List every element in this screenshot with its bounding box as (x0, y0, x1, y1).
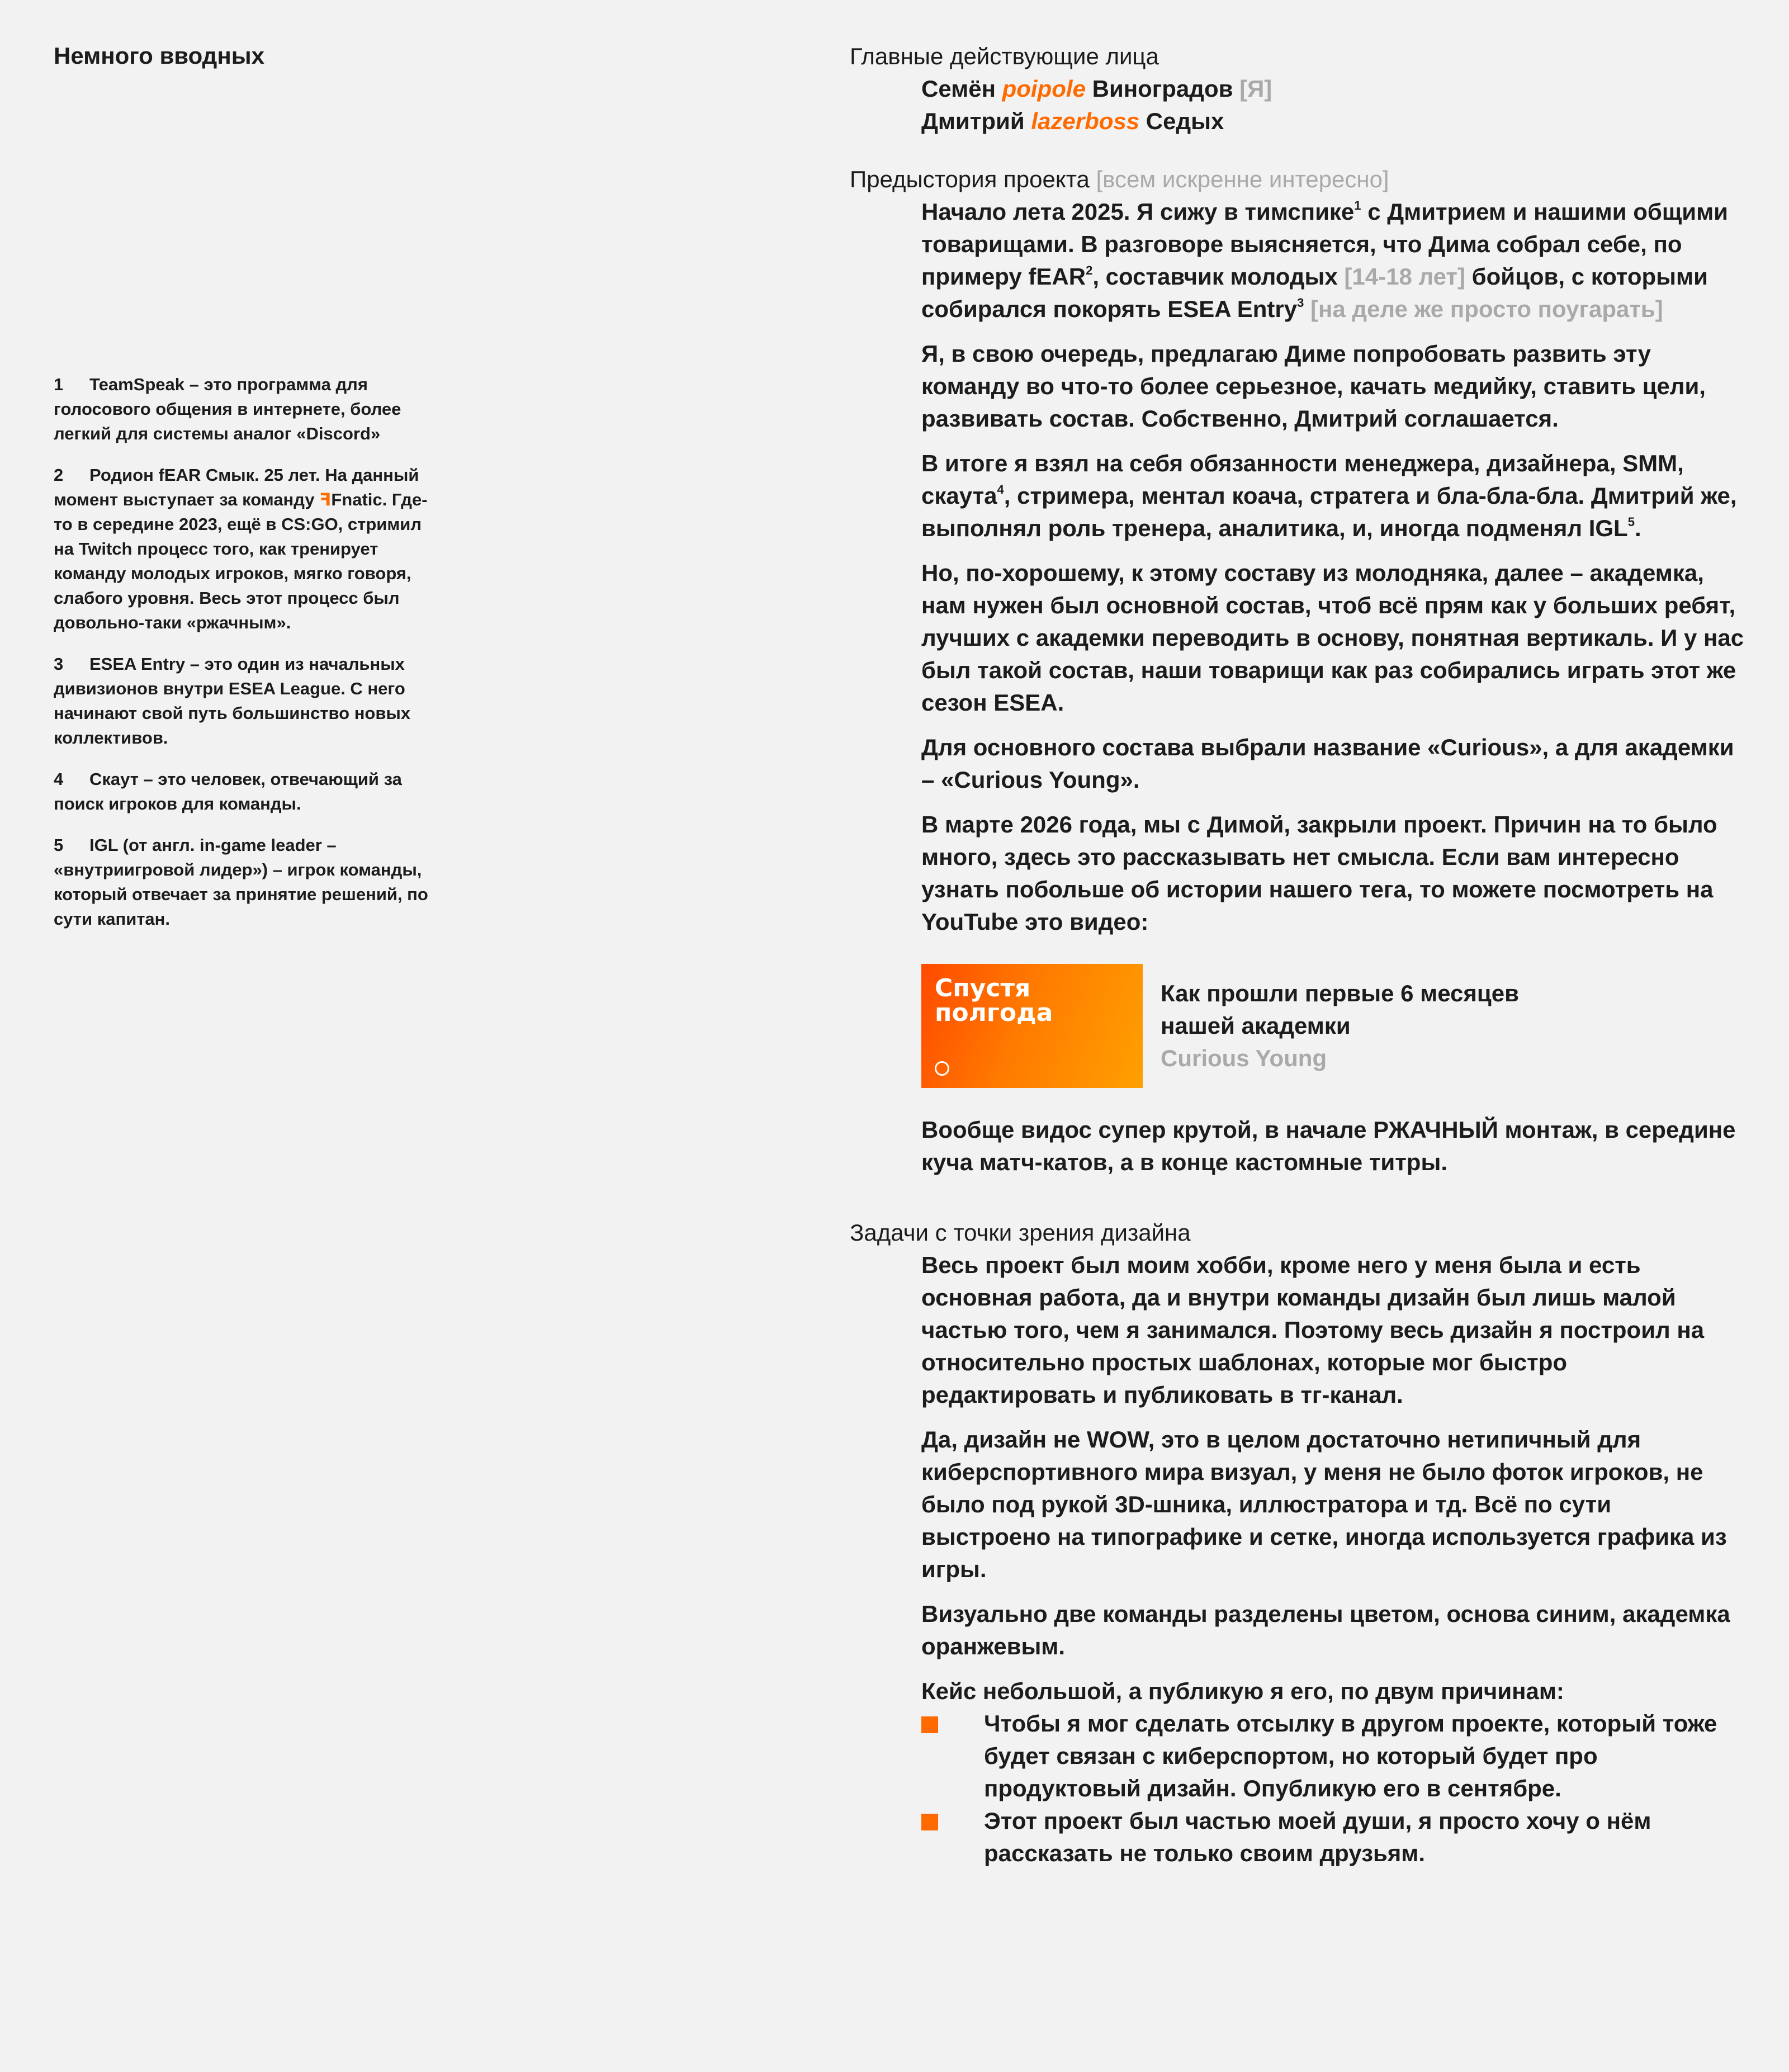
video-info (1161, 964, 1519, 1088)
footnote-ref-3[interactable]: 3 (1297, 296, 1304, 310)
footnote-2: 2 Родион fEAR Смык. 25 лет. На данный момент выступает за команду ꟻFnatic. Где-то в середине 2023, ещё в CS:GO, стримил на Twitch процесс того, как тренирует команду молодых игроков, мягко говоря, слабого уровня. Весь этот процесс был довольно-таки «ржачным». (54, 465, 428, 632)
design-paragraph-3: Визуально две команды разделены цветом, основа синим, академка оранжевым. (921, 1601, 1730, 1659)
history-paragraph-5: Для основного состава выбрали название «Curious», а для академки – «Curious Young». (921, 734, 1734, 793)
characters-heading: Главные действующие лица (850, 43, 1159, 69)
footnote-3: 3 ESEA Entry – это один из начальных дивизионов внутри ESEA League. С него начинают свой путь большинство новых коллективов. (54, 654, 411, 748)
character-1: Семён poipole Виноградов [Я] (921, 75, 1272, 102)
design-body (921, 1249, 1744, 1870)
video-thumbnail[interactable]: Спустя полгода (921, 964, 1143, 1088)
design-paragraph-4: Кейс небольшой, а публикую я его, по двум причинам: (921, 1678, 1564, 1704)
list-item: Чтобы я мог сделать отсылку в другом проекте, который тоже будет связан с киберспортом, но который будет про продуктовый дизайн. Опубликую его в сентябре. (921, 1707, 1744, 1805)
fnatic-logo-icon: ꟻ (319, 490, 332, 509)
history-paragraph-6: В марте 2026 года, мы с Димой, закрыли проект. Причин на то было много, здесь это рассказывать нет смысла. Если вам интересно узнать побольше об истории нашего тега, то можете посмотреть на YouTube это видео: (921, 811, 1717, 935)
footnote-ref-4[interactable]: 4 (997, 482, 1004, 496)
video-title[interactable]: Как прошли первые 6 месяцев нашей академки (1161, 980, 1519, 1039)
design-paragraph-2: Да, дизайн не WOW, это в целом достаточно нетипичный для киберспортивного мира визуал, у меня не было фоток игроков, не было под рукой 3D-шника, иллюстратора и тд. Всё по сути выстроено на типографике и сетке, иногда используется графика из игры. (921, 1426, 1727, 1582)
team-logo-icon (935, 1061, 949, 1076)
footnote-4: 4 Скаут – это человек, отвечающий за поиск игроков для команды. (54, 769, 402, 813)
main-content (850, 40, 1744, 1870)
history-paragraph-7: Вообще видос супер крутой, в начале РЖАЧНЫЙ монтаж, в середине куча матч-катов, а в конце кастомные титры. (921, 1117, 1736, 1175)
intro-column (54, 40, 445, 72)
footnote-ref-2[interactable]: 2 (1086, 263, 1093, 277)
intro-title: Немного вводных (54, 42, 264, 69)
youtube-video-card[interactable] (921, 964, 1744, 1088)
character-2: Дмитрий lazerboss Седых (921, 108, 1224, 134)
footnote-ref-5[interactable]: 5 (1627, 515, 1635, 529)
history-body (921, 196, 1744, 1179)
footnotes (54, 372, 445, 948)
footnote-1: 1 TeamSpeak – это программа для голосового общения в интернете, более легкий для системы аналог «Discord» (54, 375, 401, 443)
design-paragraph-1: Весь проект был моим хобби, кроме него у меня была и есть основная работа, да и внутри команды дизайн был лишь малой частью того, чем я занимался. Поэтому весь дизайн я построил на относительно простых шаблонах, которые мог быстро редактировать и публиковать в тг-канал. (921, 1252, 1705, 1408)
reasons-list (921, 1707, 1744, 1870)
history-paragraph-3: В итоге я взял на себя обязанности менеджера, дизайнера, SMM, скаута$^4$, стримера, ментал коача, стратега и бла-бла-бла. Дмитрий же, выполнял роль тренера, аналитика, и, иногда подменял IGL$^5$. (921, 450, 1737, 541)
history-paragraph-4: Но, по-хорошему, к этому составу из молодняка, далее – академка, нам нужен был основной состав, чтоб всё прям как у больших ребят, лучших с академки переводить в основу, понятная вертикаль. И у нас был такой состав, наши товарищи как раз собирались играть этот же сезон ESEA. (921, 560, 1744, 716)
footnote-5: 5 IGL (от англ. in-game leader – «внутриигровой лидер») – игрок команды, который отвечает за принятие решений, по сути капитан. (54, 835, 428, 929)
design-heading: Задачи с точки зрения дизайна (850, 1219, 1191, 1246)
characters-list (921, 73, 1744, 138)
list-item: Этот проект был частью моей души, я просто хочу о нём рассказать не только своим друзьям. (921, 1805, 1744, 1870)
video-channel[interactable]: Curious Young (1161, 1045, 1327, 1071)
history-heading: Предыстория проекта [всем искренне интересно] (850, 166, 1389, 192)
orange-square-bullet-icon (921, 1814, 938, 1830)
footnote-ref-1[interactable]: 1 (1354, 198, 1361, 212)
orange-square-bullet-icon (921, 1716, 938, 1733)
history-paragraph-2: Я, в свою очередь, предлагаю Диме попробовать развить эту команду во что-то более серьезное, качать медийку, ставить цели, развивать состав. Собственно, Дмитрий соглашается. (921, 340, 1706, 432)
history-paragraph-1: Начало лета 2025. Я сижу в тимспике$^1$ с Дмитрием и нашими общими товарищами. В разговоре выясняется, что Дима собрал себе, по примеру fEAR$^2$, составчик молодых [14-18 лет] бойцов, с которыми собирался покорять ESEA Entry$^3$ [на деле же просто поугарать] (921, 198, 1728, 322)
